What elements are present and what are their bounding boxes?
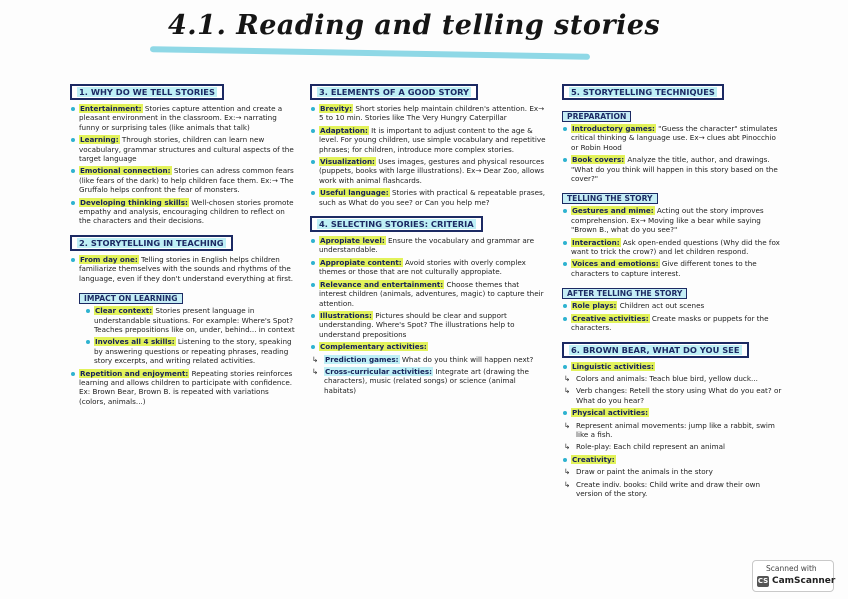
title-underline — [150, 46, 590, 60]
impact-list — [79, 306, 295, 365]
list-item: ↳ Represent animal movements: jump like a rabbit, swim like a fish. — [562, 421, 782, 440]
list-item: Role plays: Children act out scenes — [562, 301, 782, 310]
section-title-brown-bear: 6. BROWN BEAR, WHAT DO YOU SEE — [562, 342, 749, 358]
list-item: Useful language: Stories with practical & repeatable prases, such as What do you see? or Can you help me? — [310, 188, 548, 207]
list-item: Interaction: Ask open-ended questions (Why did the fox want to trick the crow?) and let children respond. — [562, 238, 782, 257]
list-item: Brevity: Short stories help maintain children's attention. Ex→ 5 to 10 min. Stories like The Very Hungry Caterpillar — [310, 104, 548, 123]
list-item: Learning: Through stories, children can learn new vocabulary, grammar structures and cultural aspects of the target language — [70, 135, 295, 163]
list-item: Emotional connection: Stories can adress common fears (like fears of the dark) to help children face them. Ex:→ The Gruffalo helps confront the fear of monsters. — [70, 166, 295, 194]
list-item: Visualization: Uses images, gestures and physical resources (puppets, books with large illustrations). Ex→ Dear Zoo, allows work with animal flashcards. — [310, 157, 548, 185]
selecting-list — [310, 236, 548, 395]
watermark-line-1: Scanned with — [766, 564, 817, 573]
list-item: ↳ Cross-curricular activities: Integrate art (drawing the characters), music (related songs) or science (animal habitats) — [310, 367, 548, 395]
list-item: Adaptation: It is important to adjust content to the age & level. For young children, use simple vocabulary and repetitive phrases; for children, introduce more complex stories. — [310, 126, 548, 154]
subsection-title-preparation: PREPARATION — [562, 111, 631, 122]
after-list — [562, 301, 782, 332]
subsection-title-impact: IMPACT ON LEARNING — [79, 293, 183, 304]
column-2 — [310, 80, 548, 398]
section-title-elements: 3. ELEMENTS OF A GOOD STORY — [310, 84, 478, 100]
list-item: From day one: Telling stories in English helps children familiarize themselves with the sounds and rhythms of the language, even if they don't understand everything at first. — [70, 255, 295, 283]
section-title-selecting: 4. SELECTING STORIES: CRITERIA — [310, 216, 483, 232]
list-item: Creative activities: Create masks or puppets for the characters. — [562, 314, 782, 333]
camscanner-logo-icon: CS — [757, 577, 769, 585]
brown-bear-list — [562, 362, 782, 499]
section-title-storytelling-teaching: 2. STORYTELLING IN TEACHING — [70, 235, 233, 251]
telling-list — [562, 206, 782, 278]
list-item: Repetition and enjoyment: Repeating stories reinforces learning and allows children to participate with confidence. Ex: Brown Bear, Brown B. is repeated with variations (colors, animals...) — [70, 369, 295, 407]
list-item: Introductory games: "Guess the character" stimulates critical thinking & language use. Ex→ clues abt Pinocchio or Robin Hood — [562, 124, 782, 152]
list-item: Apropiate level: Ensure the vocabulary and grammar are understandable. — [310, 236, 548, 255]
elements-list — [310, 104, 548, 207]
column-3 — [562, 80, 782, 501]
column-1 — [70, 80, 295, 409]
list-item: ↳ Create indiv. books: Child write and draw their own version of the story. — [562, 480, 782, 499]
list-item: ↳ Verb changes: Retell the story using What do you eat? or What do you hear? — [562, 386, 782, 405]
list-item: Appropiate content: Avoid stories with overly complex themes or those that are not culturally appropiate. — [310, 258, 548, 277]
section-title-techniques: 5. STORYTELLING TECHNIQUES — [562, 84, 724, 100]
list-item: Voices and emotions: Give different tones to the characters to capture interest. — [562, 259, 782, 278]
list-item: Creativity: — [562, 455, 782, 464]
list-item: Involves all 4 skills: Listening to the story, speaking by answering questions or repeating phrases, reading story excerpts, and writing related activities. — [85, 337, 295, 365]
list-item: Illustrations: Pictures should be clear and support understanding. Where's Spot? The illustrations help to understand prepositions — [310, 311, 548, 339]
list-item: Developing thinking skills: Well-chosen stories promote empathy and analysis, encouraging children to reflect on the characters and their decisions. — [70, 198, 295, 226]
list-item: Relevance and entertainment: Choose themes that interest children (animals, adventures, magic) to capture their attention. — [310, 280, 548, 308]
list-item: Entertainment: Stories capture attention and create a pleasant environment in the classroom. Ex:→ narrating funny or surprising tales (like animals that talk) — [70, 104, 295, 132]
repetition-list — [70, 369, 295, 407]
list-item: ↳ Role-play: Each child represent an animal — [562, 442, 782, 451]
storytelling-teaching-list — [70, 255, 295, 283]
list-item: ↳ Draw or paint the animals in the story — [562, 467, 782, 476]
camscanner-watermark — [752, 560, 834, 592]
section-title-why-tell-stories: 1. WHY DO WE TELL STORIES — [70, 84, 224, 100]
page-title: 4.1. Reading and telling stories — [168, 10, 661, 41]
why-tell-stories-list — [70, 104, 295, 226]
watermark-line-2: CamScanner — [772, 576, 836, 586]
list-item: Book covers: Analyze the title, author, and drawings. "What do you think will happen in this story based on the cover?" — [562, 155, 782, 183]
list-item: Complementary activities: — [310, 342, 548, 351]
list-item: Clear context: Stories present language in understandable situations. For example: Where's Spot? Teaches prepositions like on, under, behind... in context — [85, 306, 295, 334]
list-item: ↳ Colors and animals: Teach blue bird, yellow duck... — [562, 374, 782, 383]
subsection-title-telling: TELLING THE STORY — [562, 193, 658, 204]
subsection-title-after: AFTER TELLING THE STORY — [562, 288, 687, 299]
list-item: Linguistic activities: — [562, 362, 782, 371]
list-item: Physical activities: — [562, 408, 782, 417]
list-item: Gestures and mime: Acting out the story improves comprehension. Ex→ Moving like a bear while saying "Brown B., what do you see?" — [562, 206, 782, 234]
list-item: ↳ Prediction games: What do you think will happen next? — [310, 355, 548, 364]
preparation-list — [562, 124, 782, 183]
